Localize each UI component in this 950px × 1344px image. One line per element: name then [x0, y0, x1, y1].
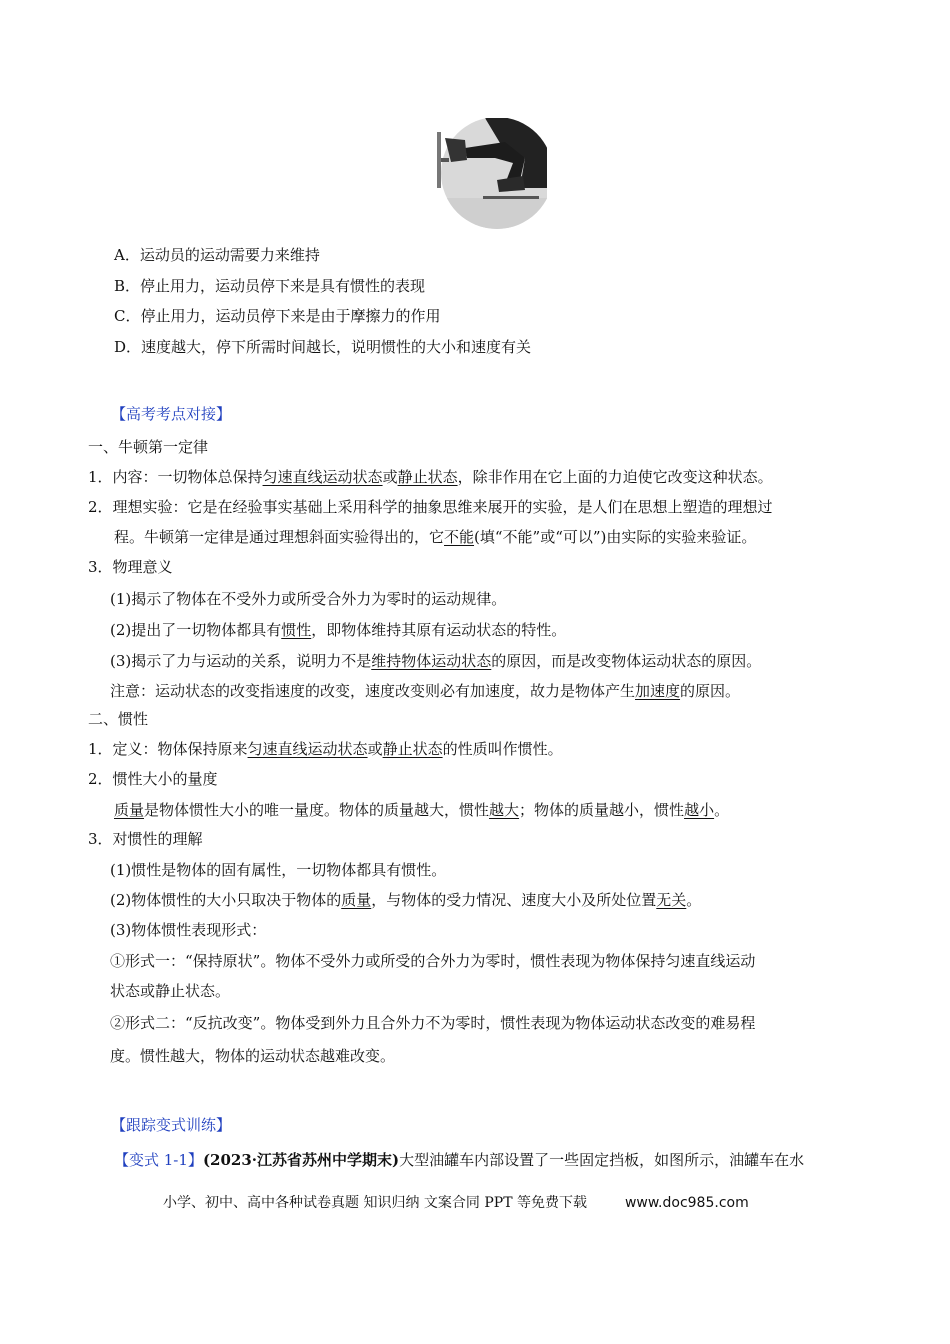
s2-form2-line2: 度。惯性越大，物体的运动状态越难改变。 [110, 1047, 396, 1065]
text: ，即物体维持其原有运动状态的特性。 [311, 621, 567, 639]
underlined-answer: 静止状态 [382, 740, 443, 758]
underlined-answer: 静止状态 [397, 468, 458, 486]
s2-definition [88, 738, 563, 760]
skater-illustration [425, 118, 547, 230]
text: (填“不能”或“可以”)由实际的实验来验证。 [474, 528, 757, 546]
section-heading-exam-points: 【高考考点对接】 [111, 405, 232, 423]
underlined-answer: 惯性 [281, 621, 312, 639]
text: 或 [367, 740, 383, 758]
s2-measure-text [114, 799, 729, 821]
text: (2)提出了一切物体都具有 [110, 621, 282, 639]
underlined-answer: 不能 [444, 528, 475, 546]
footer-url[interactable]: www.doc985.com [624, 1195, 749, 1211]
variant-label: 【变式 1-1】 [114, 1151, 203, 1169]
text: 的性质叫作惯性。 [442, 740, 563, 758]
text: 或 [382, 468, 398, 486]
s2-understanding-title: 3．对惯性的理解 [88, 830, 203, 848]
s1-meaning-item1: (1)揭示了物体在不受外力或所受合外力为零时的运动规律。 [110, 590, 507, 608]
text: 1．定义：物体保持原来 [88, 740, 248, 758]
text: 1．内容：一切物体总保持 [88, 468, 263, 486]
text: ；物体的质量越小，惯性 [519, 801, 685, 819]
text: 程。牛顿第一定律是通过理想斜面实验得出的，它 [114, 528, 445, 546]
s2-understanding-item2 [110, 889, 701, 911]
text: 。 [714, 801, 730, 819]
s2-form1-line1: ①形式一：“保持原状”。物体不受外力或所受的合外力为零时，惯性表现为物体保持匀速直线运动 [110, 952, 756, 970]
s2-title: 二、惯性 [88, 710, 149, 728]
option-b: B．停止用力，运动员停下来是具有惯性的表现 [114, 277, 426, 295]
option-a: A．运动员的运动需要力来维持 [114, 246, 320, 264]
s1-note [110, 680, 740, 702]
s1-meaning-title: 3．物理意义 [88, 558, 173, 576]
text: 的原因。 [680, 682, 741, 700]
s2-understanding-item3: (3)物体惯性表现形式： [110, 921, 267, 939]
s2-form1-line2: 状态或静止状态。 [110, 982, 231, 1000]
underlined-answer: 越大 [489, 801, 520, 819]
s1-ideal-exp-line2 [114, 526, 756, 548]
underlined-answer: 维持物体运动状态 [371, 652, 492, 670]
variant-text: 大型油罐车内部设置了一些固定挡板，如图所示，油罐车在水 [399, 1151, 805, 1169]
option-c: C．停止用力，运动员停下来是由于摩擦力的作用 [114, 307, 441, 325]
text: 。 [686, 891, 702, 909]
underlined-answer: 越小 [684, 801, 715, 819]
underlined-answer: 匀速直线运动状态 [262, 468, 383, 486]
variant-source: (2023·江苏省苏州中学期末) [202, 1151, 400, 1169]
option-d: D．速度越大，停下所需时间越长，说明惯性的大小和速度有关 [114, 338, 532, 356]
s1-title: 一、牛顿第一定律 [88, 438, 209, 456]
section-heading-variant-training: 【跟踪变式训练】 [111, 1116, 232, 1134]
footer [163, 1192, 749, 1212]
footer-text: 小学、初中、高中各种试卷真题 知识归纳 文案合同 PPT 等免费下载 [163, 1195, 587, 1211]
s2-form2-line1: ②形式二：“反抗改变”。物体受到外力且合外力不为零时，惯性表现为物体运动状态改变的难易程 [110, 1014, 756, 1032]
s2-understanding-item1: (1)惯性是物体的固有属性，一切物体都具有惯性。 [110, 861, 447, 879]
text: 是物体惯性大小的唯一量度。物体的质量越大，惯性 [144, 801, 490, 819]
text: ，与物体的受力情况、速度大小及所处位置 [371, 891, 657, 909]
s1-ideal-exp-line1: 2．理想实验：它是在经验事实基础上采用科学的抽象思维来展开的实验，是人们在思想上塑造的理想过 [88, 498, 773, 516]
s1-meaning-item2 [110, 619, 566, 641]
underlined-answer: 匀速直线运动状态 [247, 740, 368, 758]
underlined-answer: 无关 [656, 891, 687, 909]
text: 的原因，而是改变物体运动状态的原因。 [491, 652, 762, 670]
text: ，除非作用在它上面的力迫使它改变这种状态。 [457, 468, 773, 486]
text: (2)物体惯性的大小只取决于物体的 [110, 891, 342, 909]
s1-content-line [88, 466, 773, 488]
s1-meaning-item3 [110, 650, 761, 672]
underlined-answer: 加速度 [635, 682, 681, 700]
text: (3)揭示了力与运动的关系，说明力不是 [110, 652, 372, 670]
text: 注意：运动状态的改变指速度的改变，速度改变则必有加速度，故力是物体产生 [110, 682, 636, 700]
s2-measure-title: 2．惯性大小的量度 [88, 770, 218, 788]
underlined-answer: 质量 [341, 891, 372, 909]
variant-question-line [114, 1149, 804, 1171]
underlined-answer: 质量 [114, 801, 145, 819]
